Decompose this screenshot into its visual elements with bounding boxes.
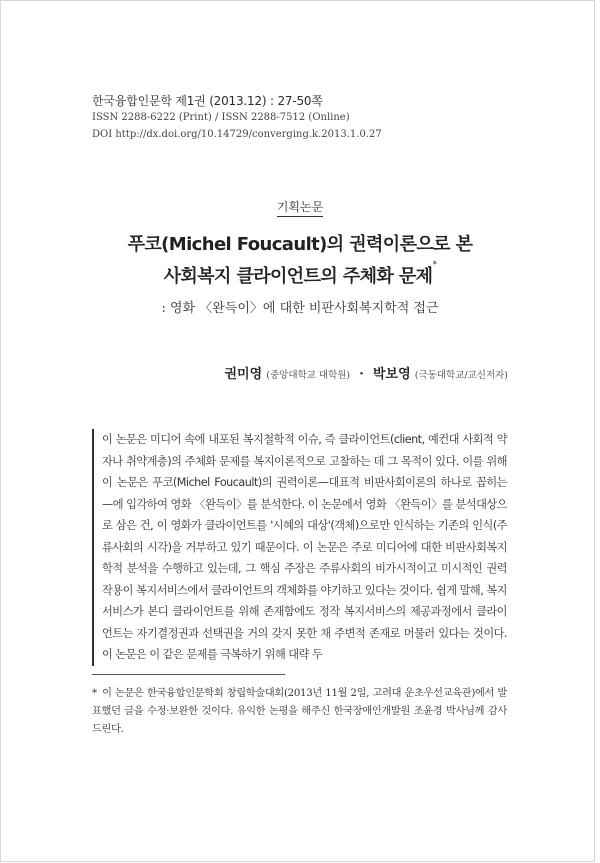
footnote-text: 이 논문은 한국융합인문학회 창립학술대회(2013년 11월 2일, 고려대 운초우선교육관)에서 발표했던 글을 수정·보완한 것이다. 유익한 논평을 해주신 한국장애인개발원 조윤경 박사님께 감사드린다. [92, 688, 507, 735]
author-1-name: 권미영 [224, 367, 263, 382]
author-2-name: 박보영 [372, 367, 411, 382]
author-2-affiliation: (극동대학교/교신저자) [414, 370, 508, 381]
subtitle: : 영화 〈완득이〉에 대한 비판사회복지학적 접근 [161, 301, 439, 316]
article-category [0, 196, 600, 215]
title-line-2-text: 사회복지 클라이언트의 주체화 문제 [163, 266, 433, 287]
footnote [92, 685, 507, 739]
issn-line: ISSN 2288-6222 (Print) / ISSN 2288-7512 (Online) [92, 112, 350, 123]
author-separator: · [359, 367, 364, 382]
doi-line: DOI http://dx.doi.org/10.14729/converging.k.2013.1.0.27 [92, 129, 382, 140]
title-footnote-mark: * [432, 260, 437, 270]
title-line-2 [0, 262, 600, 288]
abstract-text: 이 논문은 미디어 속에 내포된 복지철학적 이슈, 즉 클라이언트(client, 예컨대 사회적 약자나 취약계층)의 주체화 문제를 복지이론적으로 고찰하는 데 그 목적이 있다. 이를 위해 이 논문은 푸코(Michel Foucault)의 권력이론—대표적 비판사회이론의 하나로 꼽히는—에 입각하여 영화 〈완득이〉를 분석한다. 이 논문에서 영화 〈완득이〉를 분석대상으로 삼은 건, 이 영화가 클라이언트를 '시혜의 대상'(객체)으로만 인식하는 기존의 인식(주류사회의 시각)을 거부하고 있기 때문이다. 이 논문은 주로 미디어에 대한 비판사회복지학적 분석을 수행하고 있는데, 그 핵심 주장은 주류사회의 비가시적이고 미시적인 권력 작용이 복지서비스에서 클라이언트의 객체화를 야기하고 있다는 것이다. 쉽게 말해, 복지서비스가 본디 클라이언트를 위해 존재함에도 정작 복지서비스의 제공과정에서 클라이언트는 자기결정권과 선택권을 거의 갖지 못한 채 주변적 존재로 머물러 있다는 것이다. 이 논문은 이 같은 문제를 극복하기 위해 대략 두 [92, 429, 507, 666]
category-label: 기획논문 [277, 200, 323, 217]
author-line [224, 363, 508, 382]
title-line-1: 푸코(Michel Foucault)의 권력이론으로 본 [127, 234, 473, 255]
journal-citation: 한국융합인문학 제1권 (2013.12) : 27-50쪽 [92, 94, 323, 108]
footnote-mark: * [92, 688, 97, 699]
footnote-divider [92, 674, 285, 675]
author-1-affiliation: (중앙대학교 대학원) [266, 370, 351, 381]
